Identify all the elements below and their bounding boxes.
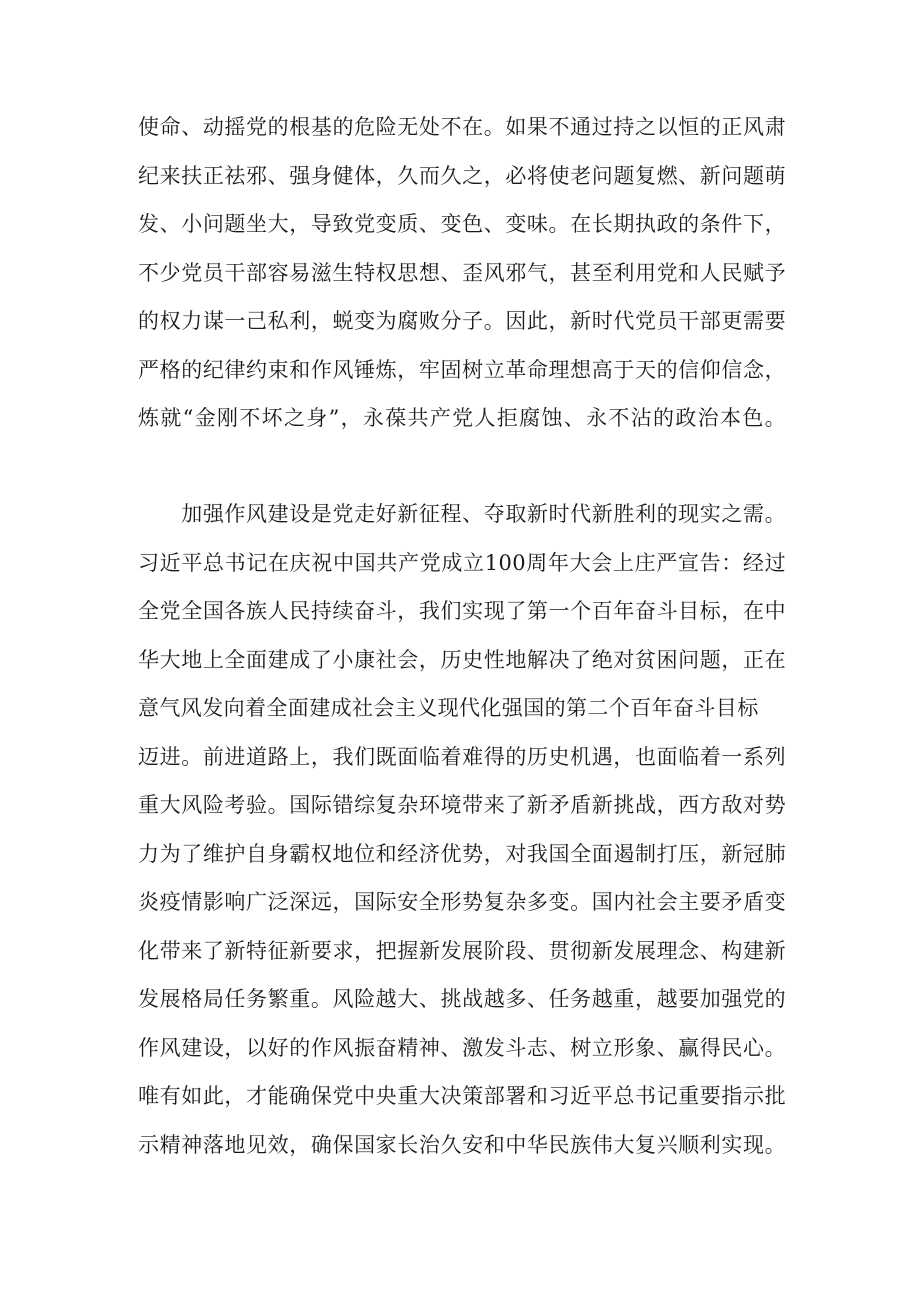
text-line: 严格的纪律约束和作风锤炼，牢固树立革命理想高于天的信仰信念， xyxy=(138,357,786,382)
text-line: 炎疫情影响广泛深远，国际安全形势复杂多变。国内社会主要矛盾变 xyxy=(138,890,786,914)
text-line: 重大风险考验。国际错综复杂环境带来了新矛盾新挑战，西方敌对势 xyxy=(138,793,786,817)
text-line: 发、小问题坐大，导致党变质、变色、变味。在长期执政的条件下， xyxy=(138,212,786,236)
text-line: 示精神落地见效，确保国家长治久安和中华民族伟大复兴顺利实现。 xyxy=(138,1132,786,1157)
text-line: 化带来了新特征新要求，把握新发展阶段、贯彻新发展理念、构建新 xyxy=(138,938,786,963)
text-line: 作风建设，以好的作风振奋精神、激发斗志、树立形象、赢得民心。 xyxy=(138,1035,786,1060)
text-line: 迈进。前进道路上，我们既面临着难得的历史机遇，也面临着一系列 xyxy=(138,744,786,769)
text-line: 力为了维护自身霸权地位和经济优势，对我国全面遏制打压，新冠肺 xyxy=(138,841,786,866)
text-line: 华大地上全面建成了小康社会，历史性地解决了绝对贫困问题，正在 xyxy=(138,647,786,672)
paragraph-2 xyxy=(138,490,786,1169)
paragraph-1 xyxy=(138,103,786,443)
text-line: 不少党员干部容易滋生特权思想、歪风邪气，甚至利用党和人民赋予 xyxy=(138,260,786,285)
text-line: 加强作风建设是党走好新征程、夺取新时代新胜利的现实之需。 xyxy=(138,502,786,526)
text-line: 发展格局任务繁重。风险越大、挑战越多、任务越重，越要加强党的 xyxy=(138,987,786,1011)
text-line: 炼就“金刚不坏之身”，永葆共产党人拒腐蚀、永不沾的政治本色。 xyxy=(138,406,786,430)
text-line: 意气风发向着全面建成社会主义现代化强国的第二个百年奋斗目标 xyxy=(138,696,759,720)
text-line: 习近平总书记在庆祝中国共产党成立100周年大会上庄严宣告：经过 xyxy=(138,550,786,575)
text-line: 全党全国各族人民持续奋斗，我们实现了第一个百年奋斗目标，在中 xyxy=(138,599,786,623)
text-line: 唯有如此，才能确保党中央重大决策部署和习近平总书记重要指示批 xyxy=(138,1084,786,1108)
text-line: 纪来扶正祛邪、强身健体，久而久之，必将使老问题复燃、新问题萌 xyxy=(138,163,786,188)
text-line: 使命、动摇党的根基的危险无处不在。如果不通过持之以恒的正风肃 xyxy=(138,115,786,139)
text-line: 的权力谋一己私利，蜕变为腐败分子。因此，新时代党员干部更需要 xyxy=(138,309,786,333)
